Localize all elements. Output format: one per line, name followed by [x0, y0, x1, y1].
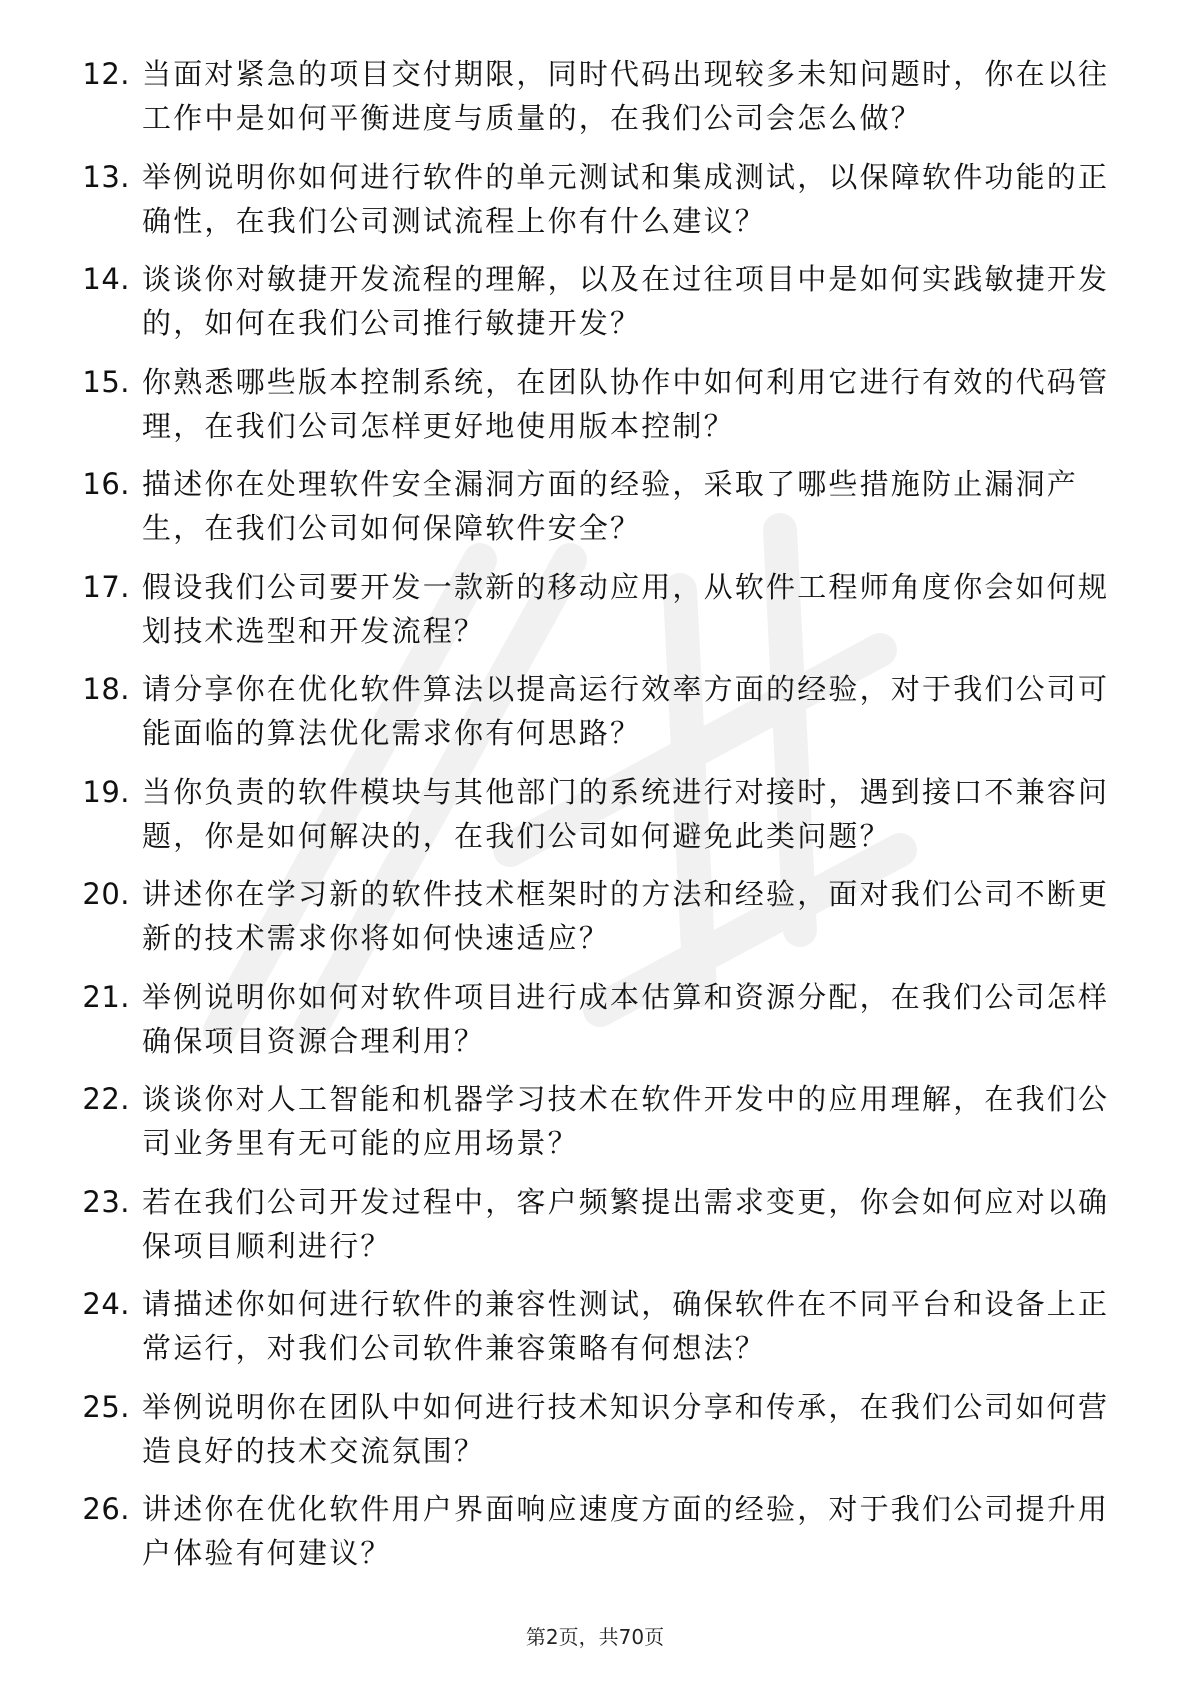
question-number: 20. [82, 877, 130, 911]
question-text: 讲述你在学习新的软件技术框架时的方法和经验，面对我们公司不断更新的技术需求你将如何快速适应？ [142, 877, 1110, 955]
question-text: 讲述你在优化软件用户界面响应速度方面的经验，对于我们公司提升用户体验有何建议？ [142, 1492, 1110, 1570]
question-item [54, 872, 1114, 975]
question-text: 请描述你如何进行软件的兼容性测试，确保软件在不同平台和设备上正常运行，对我们公司软件兼容策略有何想法？ [142, 1287, 1110, 1365]
question-text: 举例说明你如何对软件项目进行成本估算和资源分配，在我们公司怎样确保项目资源合理利用？ [142, 979, 1110, 1058]
question-text: 你熟悉哪些版本控制系统，在团队协作中如何利用它进行有效的代码管理，在我们公司怎样更好地使用版本控制？ [142, 364, 1110, 443]
question-item [54, 360, 1114, 463]
question-number: 22. [82, 1082, 130, 1116]
question-text: 谈谈你对敏捷开发流程的理解，以及在过往项目中是如何实践敏捷开发的，如何在我们公司推行敏捷开发？ [142, 262, 1110, 340]
question-number: 26. [82, 1492, 130, 1526]
question-item [54, 462, 1114, 565]
question-number: 17. [82, 569, 130, 604]
question-number: 18. [82, 672, 130, 706]
page-number-footer: 第2页，共70页 [525, 1625, 665, 1649]
question-number: 15. [82, 364, 130, 399]
question-text: 举例说明你如何进行软件的单元测试和集成测试，以保障软件功能的正确性，在我们公司测试流程上你有什么建议？ [142, 159, 1110, 238]
question-item [54, 155, 1114, 258]
question-text: 描述你在处理软件安全漏洞方面的经验，采取了哪些措施防止漏洞产生，在我们公司如何保障软件安全？ [142, 467, 1079, 545]
question-number: 23. [82, 1184, 130, 1219]
question-text: 若在我们公司开发过程中，客户频繁提出需求变更，你会如何应对以确保项目顺利进行？ [142, 1184, 1110, 1263]
question-item [54, 1180, 1114, 1283]
question-item [54, 1487, 1114, 1590]
question-text: 当面对紧急的项目交付期限，同时代码出现较多未知问题时，你在以往工作中是如何平衡进度与质量的，在我们公司会怎么做？ [142, 57, 1110, 135]
question-number: 25. [82, 1389, 130, 1424]
question-item [54, 565, 1114, 668]
question-number: 21. [82, 979, 130, 1014]
question-item [54, 1282, 1114, 1385]
question-number: 14. [82, 262, 130, 296]
question-item [54, 975, 1114, 1078]
question-item [54, 667, 1114, 770]
question-text: 请分享你在优化软件算法以提高运行效率方面的经验，对于我们公司可能面临的算法优化需求你有何思路？ [142, 672, 1110, 750]
question-item [54, 1077, 1114, 1180]
question-list [54, 52, 1114, 1590]
question-text: 当你负责的软件模块与其他部门的系统进行对接时，遇到接口不兼容问题，你是如何解决的，在我们公司如何避免此类问题？ [142, 774, 1110, 853]
question-text: 举例说明你在团队中如何进行技术知识分享和传承，在我们公司如何营造良好的技术交流氛围？ [142, 1389, 1110, 1468]
question-number: 13. [82, 159, 130, 194]
question-item [54, 1385, 1114, 1488]
question-item [54, 770, 1114, 873]
question-number: 12. [82, 57, 130, 91]
question-text: 假设我们公司要开发一款新的移动应用，从软件工程师角度你会如何规划技术选型和开发流程？ [142, 569, 1110, 648]
question-number: 24. [82, 1287, 130, 1321]
question-item [54, 257, 1114, 360]
question-number: 16. [82, 467, 130, 501]
question-number: 19. [82, 774, 130, 809]
question-text: 谈谈你对人工智能和机器学习技术在软件开发中的应用理解，在我们公司业务里有无可能的应用场景？ [142, 1082, 1110, 1160]
question-item [54, 52, 1114, 155]
